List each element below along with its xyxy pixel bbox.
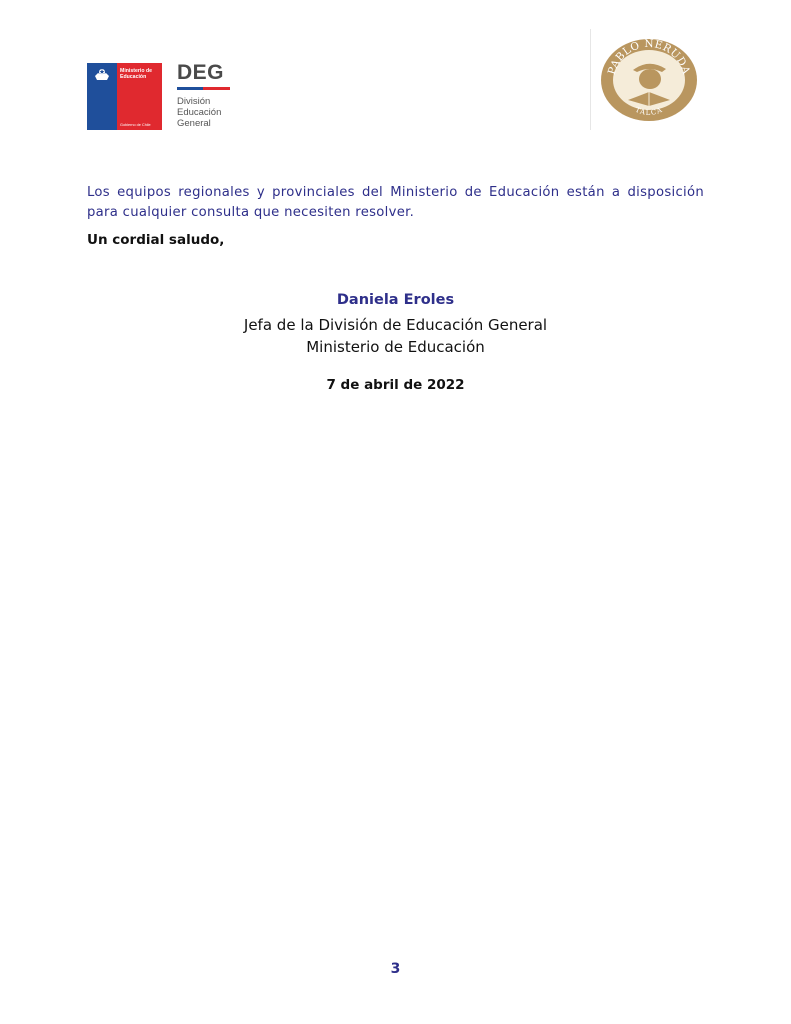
school-city: TALCA — [633, 105, 665, 117]
logo-red-panel — [117, 63, 162, 130]
government-label: Gobierno de Chile — [120, 123, 151, 127]
signer-title: Jefa de la División de Educación General — [243, 316, 548, 334]
coat-of-arms-icon — [93, 67, 111, 81]
page-number: 3 — [390, 961, 401, 977]
document-date: 7 de abril de 2022 — [326, 377, 465, 393]
division-acronym: DEG — [177, 61, 225, 84]
school-name: PABLO NERUDA — [605, 38, 693, 77]
logo-blue-panel — [87, 63, 117, 130]
school-logo — [600, 38, 698, 122]
flag-stripe — [177, 87, 230, 90]
division-full-name: División Educación General — [177, 96, 222, 129]
division-logo — [177, 62, 237, 132]
ministry-name: Ministerio de Educación — [120, 68, 152, 80]
signer-name: Daniela Eroles — [336, 292, 455, 308]
signer-organization: Ministerio de Educación — [306, 338, 485, 356]
ministry-logo — [87, 63, 162, 130]
closing-paragraph: Los equipos regionales y provinciales del Ministerio de Educación están a disposición para cualquier consulta que necesiten resolver. — [87, 185, 704, 220]
greeting: Un cordial saludo, — [87, 232, 225, 248]
